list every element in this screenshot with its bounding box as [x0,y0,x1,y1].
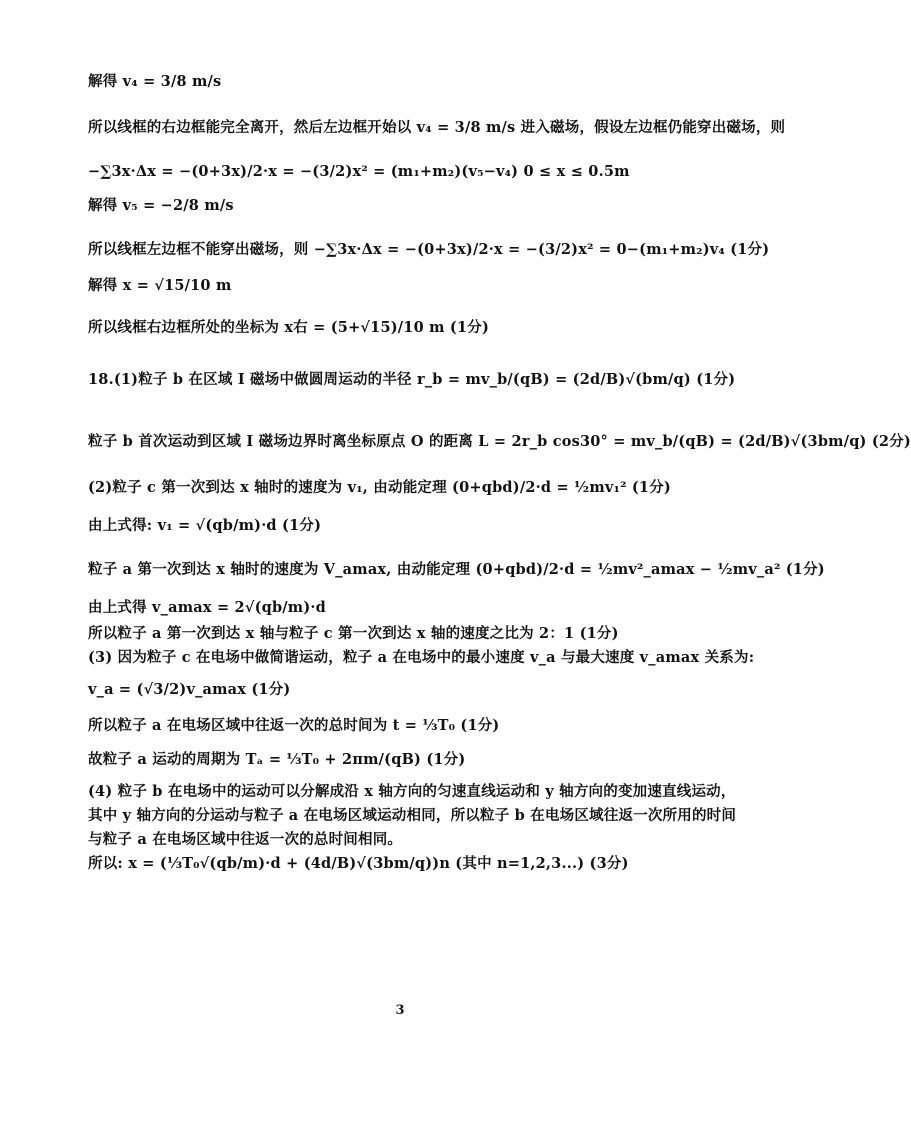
line-q18-part4-result: 所以: x = (⅓T₀√(qb/m)·d + (4d/B)√(3bm/q))n (其中 n=1,2,3...) (3分) [88,855,629,872]
line-q18-part2-ratio: 所以粒子 a 第一次到达 x 轴与粒子 c 第一次到达 x 轴的速度之比为 2：1 (1分) [88,625,619,642]
line-right-frame-coordinate: 所以线框右边框所处的坐标为 x右 = (5+√15)/10 m (1分) [88,319,490,336]
line-q18-part2-v1: 由上式得: v₁ = √(qb/m)·d (1分) [88,517,322,534]
line-q18-part2-particle-a: 粒子 a 第一次到达 x 轴时的速度为 V_amax, 由动能定理 (0+qbd)/2·d = ½mv²_amax − ½mv_a² (1分) [88,561,825,578]
line-q18-part3-time: 所以粒子 a 在电场区域中往返一次的总时间为 t = ⅓T₀ (1分) [88,717,500,734]
page-number: 3 [395,1003,405,1018]
line-q18-part1-radius: 18.(1)粒子 b 在区域 I 磁场中做圆周运动的半径 r_b = mv_b/(qB) = (2d/B)√(bm/q) (1分) [88,371,736,388]
line-q18-part3-period: 故粒子 a 运动的周期为 Tₐ = ⅓T₀ + 2πm/(qB) (1分) [88,751,466,768]
line-solve-v5: 解得 v₅ = −2/8 m/s [88,197,234,214]
line-right-frame-exit: 所以线框的右边框能完全离开，然后左边框开始以 v₄ = 3/8 m/s 进入磁场，假设左边框仍能穿出磁场，则 [88,119,786,136]
line-q18-part3-va: v_a = (√3/2)v_amax (1分) [88,681,291,698]
line-q18-part3-intro: (3) 因为粒子 c 在电场中做简谐运动，粒子 a 在电场中的最小速度 v_a 与最大速度 v_amax 关系为: [88,649,755,666]
line-q18-part1-distance: 粒子 b 首次运动到区域 I 磁场边界时离坐标原点 O 的距离 L = 2r_b cos30° = mv_b/(qB) = (2d/B)√(3bm/q) (2分) [88,433,911,450]
line-equation-momentum-1: −∑3x·Δx = −(0+3x)/2·x = −(3/2)x² = (m₁+m₂)(v₅−v₄) 0 ≤ x ≤ 0.5m [88,163,630,180]
paragraph-q18-part4: (4) 粒子 b 在电场中的运动可以分解成沿 x 轴方向的匀速直线运动和 y 轴方向的变加速直线运动，其中 y 轴方向的分运动与粒子 a 在电场区域运动相同，所以粒子 b 在电场区域往返一次所用的时间与粒子 a 在电场区域中往返一次的总时间相同。 [88,783,737,848]
line-left-frame-stays: 所以线框左边框不能穿出磁场，则 −∑3x·Δx = −(0+3x)/2·x = −(3/2)x² = 0−(m₁+m₂)v₄ (1分) [88,241,770,258]
line-q18-part2-vamax: 由上式得 v_amax = 2√(qb/m)·d [88,599,326,616]
line-solve-x: 解得 x = √15/10 m [88,277,232,294]
line-q18-part2-particle-c: (2)粒子 c 第一次到达 x 轴时的速度为 v₁, 由动能定理 (0+qbd)/2·d = ½mv₁² (1分) [88,479,671,496]
line-solve-v4: 解得 v₄ = 3/8 m/s [88,73,222,90]
